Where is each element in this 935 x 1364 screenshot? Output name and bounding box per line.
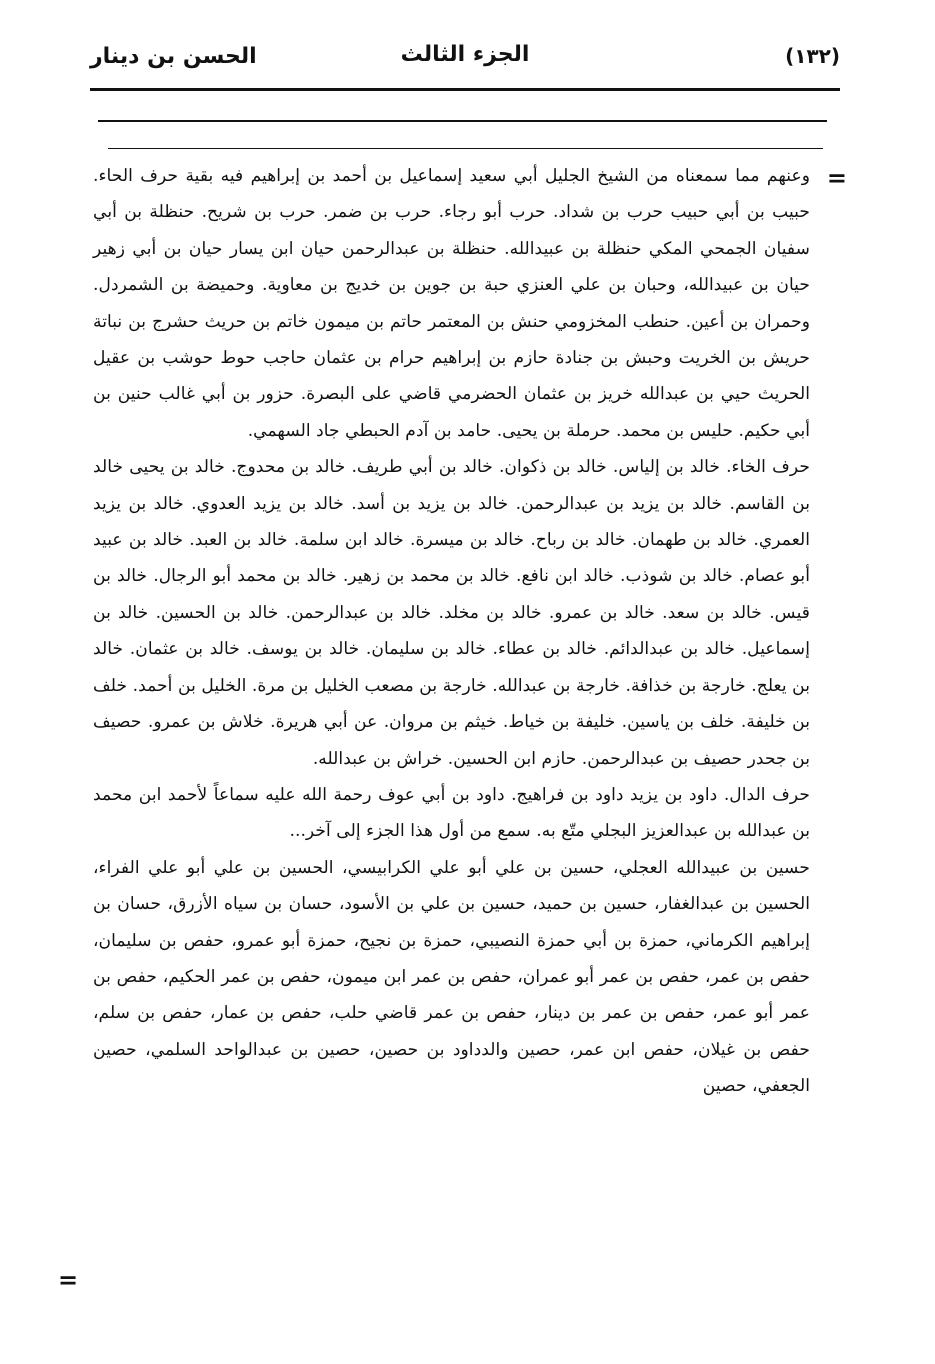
paragraph-names: حسين بن عبيدالله العجلي، حسين بن علي أبو علي الكرابيسي، الحسين بن علي أبو علي الفراء، الحسين بن عبدالغفار، حسين بن حميد، حسين بن علي بن الأسود، حسان بن سياه الأزرق، حسان بن إبراهيم الكرماني، حمزة بن أبي حمزة النصيبي، حمزة بن نجيح، حمزة أبو عمرو، حفص بن سليمان، حفص بن عمر، حفص بن عمر أبو عمران، حفص بن عمر ابن ميمون، حفص بن عمر الحكيم، حفص بن عمر أبو عمر، حفص بن عمر بن دينار، حفص بن عمر قاضي حلب، حفص بن عمار، حفص بن سلم، حفص بن غيلان، حفص ابن عمر، حصين والدداود بن حصين، حصين بن عبدالواحد السلمي، حصين الجعفي، حصين (93, 857, 810, 1097)
paragraph-ha: وعنهم مما سمعناه من الشيخ الجليل أبي سعيد إسماعيل بن أحمد بن إبراهيم فيه بقية حرف الحاء. حبيب بن أبي حبيب حرب بن شداد. حرب أبو رجاء. حرب بن ضمر. حرب بن شريح. حنظلة بن أبي سفيان الجمحي المكي حنظلة بن عبيدالله. حنظلة بن عبدالرحمن حيان ابن يسار حيان بن أبي زهير حيان بن عبيدالله، وحبان بن علي العنزي حبة بن جوين بن خديج بن معاوية. وحميضة بن الشمردل. وحمران بن أعين. حنطب المخزومي حنش بن المعتمر حاتم بن ميمون خاتم بن حريث حشرج بن نباتة حريش بن الخريت وحبش بن جنادة حازم بن إبراهيم حرام بن عثمان حاجب حوط حوشب بن عقيل الحريث حيي بن عبدالله خريز بن عثمان الحضرمي قاضي على البصرة. حزور بن أبي غالب حنين بن أبي حكيم. حليس بن محمد. حرملة بن يحيى. حامد بن آدم الحبطي جاد السهمي. (93, 166, 810, 441)
volume-title: الجزء الثالث (400, 42, 530, 67)
page-header (90, 40, 840, 88)
header-rule (90, 88, 840, 91)
margin-mark-top: = (826, 164, 847, 192)
paragraph-kha: حرف الخاء. خالد بن إلياس. خالد بن ذكوان. خالد بن أبي طريف. خالد بن محدوج. خالد بن يحيى خالد بن القاسم. خالد بن يزيد بن عبدالرحمن. خالد بن يزيد بن أسد. خالد بن يزيد العدوي. خالد بن يزيد العمري. خالد بن طهمان. خالد بن رباح. خالد بن ميسرة. خالد ابن سلمة. خالد بن العبد. خالد بن عبيد أبو عصام. خالد بن شوذب. خالد ابن نافع. خالد بن محمد بن زهير. خالد بن محمد أبو الرجال. خالد بن قيس. خالد بن سعد. خالد بن عمرو. خالد بن مخلد. خالد بن عبدالرحمن. خالد بن الحسين. خالد بن إسماعيل. خالد بن عبدالدائم. خالد بن عطاء. خالد بن سليمان. خالد بن يوسف. خالد بن عثمان. خالد بن يعلج. خارجة بن خذافة. خارجة بن عبدالله. خارجة بن مصعب الخليل بن مرة. الخليل بن أحمد. خلف بن خليفة. خلف بن ياسين. خليفة بن خياط. خيثم بن مروان. عن أبي هريرة. خلاش بن عمرو. حصيف بن جحدر حصيف بن عبدالرحمن. حازم ابن الحسين. خراش بن عبدالله. (93, 457, 810, 769)
page-number: (١٣٢) (785, 44, 840, 68)
margin-mark-bottom: = (58, 1266, 79, 1294)
divider-line (98, 120, 827, 122)
main-text (93, 158, 810, 1105)
divider-line-short (108, 148, 823, 149)
running-title: الحسن بن دينار (90, 44, 257, 69)
paragraph-dal: حرف الدال. داود بن يزيد داود بن فراهيج. داود بن أبي عوف رحمة الله عليه سماعاً لأحمد ابن محمد بن عبدالله بن عبدالعزيز البجلي متّع به. سمع من أول هذا الجزء إلى آخر... (93, 784, 810, 842)
